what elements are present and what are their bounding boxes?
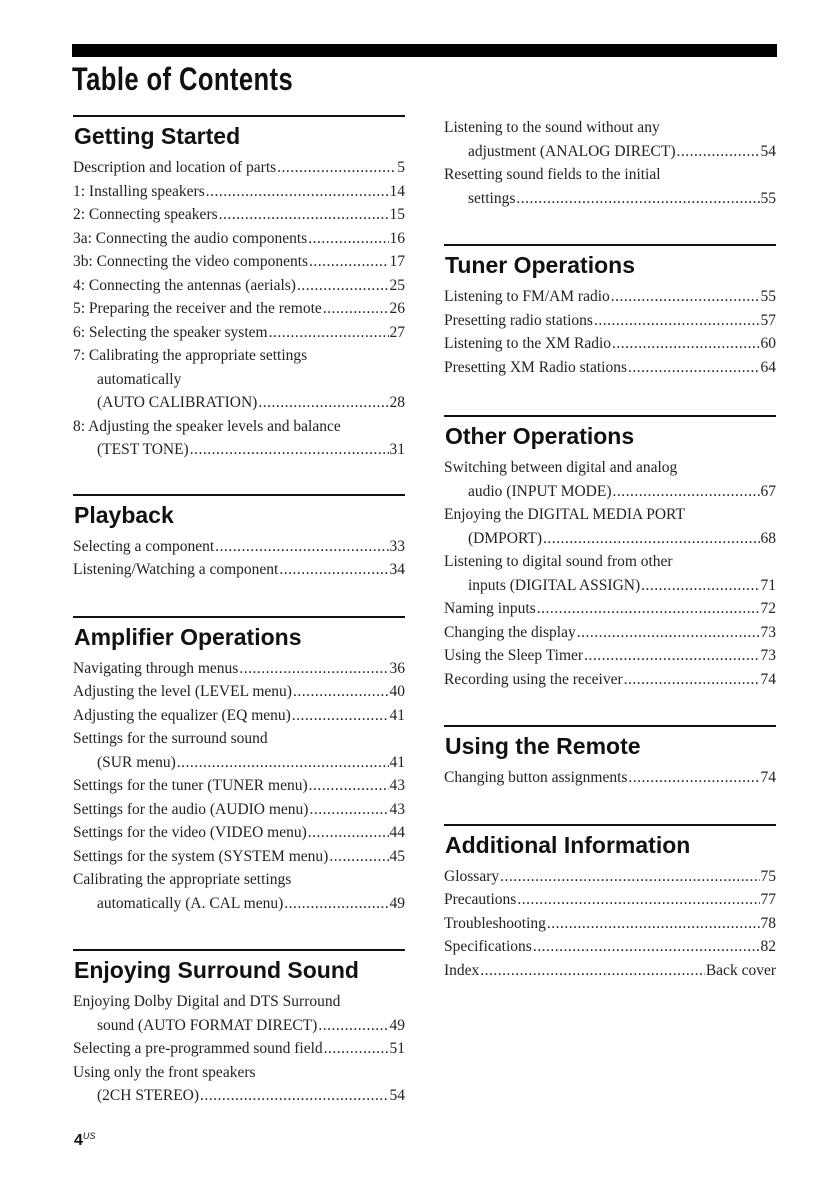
toc-entry[interactable]: [73, 821, 405, 845]
toc-entry-page: 68: [760, 529, 776, 547]
toc-entry-text: Listening/Watching a component: [73, 561, 279, 578]
section-enjoying-surround-sound: [73, 949, 405, 1108]
dot-leader: [543, 527, 760, 551]
dot-leader: [293, 680, 389, 704]
toc-entry[interactable]: [73, 227, 405, 251]
toc-entry-page: 14: [389, 182, 405, 200]
toc-entry-page: 43: [389, 777, 405, 794]
section-playback: [73, 494, 405, 582]
section-tuner-operations: [444, 244, 776, 379]
page-number-suffix: US: [82, 1131, 96, 1141]
dot-leader: [200, 1084, 388, 1108]
section-rule: [73, 616, 405, 618]
toc-entry-text: (TEST TONE): [97, 441, 189, 458]
toc-entry-line: [444, 140, 776, 164]
toc-entry-line: [444, 621, 776, 645]
toc-entry-text: Selecting a pre-programmed sound field: [73, 1040, 323, 1057]
toc-entry-line: [444, 935, 776, 959]
toc-entry-page: 73: [760, 623, 776, 641]
toc-entry[interactable]: [444, 644, 776, 668]
toc-entry-text: Settings for the surround sound: [73, 730, 268, 747]
toc-entry-text: Switching between digital and analog: [444, 459, 678, 476]
toc-entry[interactable]: [73, 274, 405, 298]
toc-entry-text: Settings for the audio (AUDIO menu): [73, 800, 309, 818]
toc-entry-text: Troubleshooting: [444, 914, 546, 932]
dot-leader: [584, 644, 759, 668]
toc-entry-page: 31: [389, 441, 405, 458]
toc-entry-page: 71: [760, 576, 776, 594]
toc-entry-page: 44: [389, 824, 405, 841]
toc-entry-line: [73, 368, 405, 392]
dot-leader: [480, 959, 705, 983]
dot-leader: [547, 912, 760, 936]
dot-leader: [309, 250, 388, 274]
section-title: Getting Started: [74, 123, 241, 149]
section-rule: [444, 244, 776, 246]
toc-entry-text: Settings for the system (SYSTEM menu): [73, 847, 329, 865]
toc-entry[interactable]: [444, 865, 776, 889]
dot-leader: [309, 798, 388, 822]
toc-entry-page: 28: [389, 394, 405, 411]
toc-entry-line: [444, 503, 776, 527]
toc-entry-line: [73, 180, 405, 204]
toc-entry-text: 6: Selecting the speaker system: [73, 323, 268, 341]
dot-leader: [677, 140, 760, 164]
dot-leader: [284, 892, 388, 916]
toc-entry-page: 45: [389, 847, 405, 865]
toc-entry-page: 67: [760, 482, 776, 500]
section-title: Using the Remote: [445, 733, 641, 759]
toc-entry-text: Selecting a component: [73, 537, 215, 555]
toc-entry[interactable]: [444, 503, 776, 550]
toc-entry[interactable]: [73, 415, 405, 462]
toc-entry-page: 55: [760, 189, 776, 207]
toc-entry-line: [73, 297, 405, 321]
toc-entry-line: [444, 766, 776, 790]
toc-entry[interactable]: [444, 332, 776, 356]
dot-leader: [292, 704, 389, 728]
toc-entry-text: 3a: Connecting the audio components: [73, 229, 308, 247]
toc-entry-line: [73, 680, 405, 704]
toc-entry-text: Enjoying Dolby Digital and DTS Surround: [73, 993, 341, 1010]
dot-leader: [516, 187, 759, 211]
toc-entry-page: 77: [760, 891, 776, 908]
toc-entry-line: [444, 356, 776, 380]
toc-entry-text: Adjusting the equalizer (EQ menu): [73, 706, 291, 724]
toc-entry-line: [444, 456, 776, 480]
toc-entry[interactable]: [444, 456, 776, 503]
dot-leader: [309, 774, 389, 798]
dot-leader: [611, 285, 760, 309]
toc-entry-text: 5: Preparing the receiver and the remote: [73, 300, 322, 317]
toc-entry[interactable]: [73, 868, 405, 915]
section-title: Tuner Operations: [445, 252, 635, 278]
toc-entry-line: [73, 1014, 405, 1038]
dot-leader: [624, 668, 760, 692]
toc-entry-line: [73, 751, 405, 775]
toc-column-right: [444, 115, 776, 982]
dot-leader: [269, 321, 389, 345]
section-title: Playback: [74, 501, 174, 528]
toc-entry-line: [444, 644, 776, 668]
toc-entry-line: [73, 438, 405, 462]
toc-entry-text: Using the Sleep Timer: [444, 647, 584, 664]
dot-leader: [577, 621, 760, 645]
dot-leader: [613, 480, 760, 504]
toc-entry-page: 17: [389, 253, 405, 270]
section-continued: [444, 115, 776, 210]
toc-entry[interactable]: [444, 356, 776, 380]
dot-leader: [308, 821, 389, 845]
toc-entry-page: 55: [760, 288, 776, 305]
dot-leader: [279, 558, 388, 582]
toc-entry-text: Settings for the video (VIDEO menu): [73, 824, 307, 841]
dot-leader: [537, 597, 760, 621]
dot-leader: [594, 309, 760, 333]
toc-entry-page: 74: [760, 670, 776, 688]
toc-entry-line: [73, 344, 405, 368]
toc-entry-line: [73, 274, 405, 298]
toc-entry-page: 41: [389, 706, 405, 724]
toc-entry-text: 2: Connecting speakers: [73, 206, 218, 223]
toc-entry-text: automatically: [97, 370, 182, 388]
toc-entry-text: 1: Installing speakers: [73, 182, 205, 200]
toc-entry-line: [73, 156, 405, 180]
toc-entry[interactable]: [73, 657, 405, 681]
section-title: Other Operations: [445, 423, 635, 449]
toc-entry-line: [73, 391, 405, 415]
toc-entry-text: Presetting radio stations: [444, 311, 593, 329]
toc-entry-line: [73, 558, 405, 582]
toc-entry[interactable]: [73, 297, 405, 321]
toc-entry[interactable]: [73, 250, 405, 274]
toc-entry-page: 74: [760, 769, 776, 786]
toc-entry-line: [444, 574, 776, 598]
toc-entry-page: 43: [389, 800, 405, 818]
toc-entry[interactable]: [444, 116, 776, 163]
toc-entry-line: [444, 668, 776, 692]
toc-entry-line: [73, 704, 405, 728]
toc-entry-line: [444, 480, 776, 504]
toc-entry-page: 49: [389, 894, 405, 912]
toc-entry-text: Description and location of parts: [73, 159, 277, 176]
page-title: Table of Contents: [72, 61, 294, 97]
toc-entry[interactable]: [444, 935, 776, 959]
toc-entry-line: [73, 990, 405, 1014]
toc-entry-line: [444, 309, 776, 333]
toc-entry-line: [444, 527, 776, 551]
toc-entry-text: Precautions: [444, 891, 517, 908]
dot-leader: [517, 888, 759, 912]
toc-entry-text: Glossary: [444, 867, 500, 885]
toc-entry-text: settings: [468, 189, 516, 207]
toc-entry-text: Specifications: [444, 938, 532, 955]
toc-entry-text: Navigating through menus: [73, 659, 239, 677]
section-rule: [444, 824, 776, 826]
toc-entry[interactable]: [444, 621, 776, 645]
toc-entry-line: [444, 959, 776, 983]
toc-entry-page: Back cover: [705, 961, 776, 979]
section-title: Amplifier Operations: [74, 623, 302, 650]
toc-entry[interactable]: [444, 285, 776, 309]
toc-entry[interactable]: [73, 1061, 405, 1108]
toc-entry-page: 57: [760, 311, 776, 329]
toc-entry-text: inputs (DIGITAL ASSIGN): [468, 576, 641, 594]
toc-entry-page: 16: [389, 229, 405, 247]
toc-entry-page: 72: [760, 600, 776, 617]
toc-entry-text: Presetting XM Radio stations: [444, 358, 627, 376]
toc-entry-page: 54: [760, 142, 776, 160]
toc-entry[interactable]: [444, 550, 776, 597]
toc-entry-text: adjustment (ANALOG DIRECT): [468, 142, 676, 160]
toc-entry-line: [73, 845, 405, 869]
toc-entry[interactable]: [73, 798, 405, 822]
toc-entry-page: 75: [760, 867, 776, 885]
toc-entry-line: [444, 163, 776, 187]
toc-column-left: [73, 115, 405, 1108]
toc-entry-line: [73, 657, 405, 681]
section-using-the-remote: [444, 725, 776, 790]
toc-entry-page: 60: [760, 335, 776, 352]
section-rule: [444, 725, 776, 727]
section-title: Enjoying Surround Sound: [74, 957, 359, 983]
toc-entry[interactable]: [73, 845, 405, 869]
toc-entry-page: 73: [760, 647, 776, 664]
toc-entry-line: [73, 798, 405, 822]
toc-entry-page: 41: [389, 753, 405, 771]
toc-entry-line: [73, 868, 405, 892]
toc-entry-line: [73, 821, 405, 845]
toc-entry-line: [73, 774, 405, 798]
dot-leader: [215, 535, 388, 559]
dot-leader: [206, 180, 389, 204]
toc-entry[interactable]: [73, 156, 405, 180]
toc-entry-line: [73, 535, 405, 559]
section-rule: [444, 415, 776, 417]
section-additional-information: [444, 824, 776, 983]
toc-entry[interactable]: [73, 344, 405, 415]
toc-entry[interactable]: [73, 321, 405, 345]
toc-entry-text: Listening to the XM Radio: [444, 335, 612, 352]
toc-entry-page: 78: [760, 914, 776, 932]
toc-entry[interactable]: [73, 680, 405, 704]
toc-entry-text: Enjoying the DIGITAL MEDIA PORT: [444, 506, 685, 523]
dot-leader: [277, 156, 396, 180]
toc-entry-text: sound (AUTO FORMAT DIRECT): [97, 1016, 318, 1034]
toc-entry-page: 36: [389, 659, 405, 677]
toc-entry-text: (2CH STEREO): [97, 1087, 200, 1104]
toc-entry[interactable]: [444, 597, 776, 621]
toc-entry[interactable]: [444, 766, 776, 790]
toc-entry-line: [73, 892, 405, 916]
toc-entry[interactable]: [73, 774, 405, 798]
dot-leader: [177, 751, 389, 775]
toc-entry-page: 34: [389, 561, 405, 578]
dot-leader: [628, 356, 760, 380]
toc-entry-page: 49: [389, 1016, 405, 1034]
section-other-operations: [444, 415, 776, 691]
toc-entry-page: 64: [760, 358, 776, 376]
toc-entry-page: 40: [389, 683, 405, 700]
toc-entry-line: [444, 865, 776, 889]
toc-entry[interactable]: [444, 888, 776, 912]
section-rule: [73, 115, 405, 117]
page-number-value: 4: [74, 1132, 83, 1149]
toc-entry[interactable]: [73, 180, 405, 204]
toc-entry-page: 33: [389, 537, 405, 555]
dot-leader: [324, 1037, 389, 1061]
toc-entry-line: [444, 285, 776, 309]
toc-entry-text: audio (INPUT MODE): [468, 482, 612, 500]
toc-entry-text: Changing the display: [444, 623, 576, 641]
toc-entry-line: [444, 187, 776, 211]
toc-entry-text: (DMPORT): [468, 529, 542, 547]
toc-entry-page: 54: [389, 1087, 405, 1104]
toc-entry[interactable]: [73, 704, 405, 728]
toc-entry-line: [73, 1084, 405, 1108]
toc-entry[interactable]: [73, 535, 405, 559]
toc-entry-text: automatically (A. CAL menu): [97, 894, 284, 912]
toc-entry-text: 7: Calibrating the appropriate settings: [73, 347, 308, 364]
toc-entry-line: [73, 1037, 405, 1061]
toc-entry-text: Recording using the receiver: [444, 670, 623, 688]
toc-entry-line: [444, 597, 776, 621]
page-number: [74, 1131, 95, 1150]
dot-leader: [612, 332, 759, 356]
toc-entry[interactable]: [73, 990, 405, 1037]
dot-leader: [500, 865, 759, 889]
toc-entry-line: [444, 550, 776, 574]
toc-entry-line: [444, 888, 776, 912]
toc-entry-text: Listening to the sound without any: [444, 119, 660, 136]
toc-entry-text: Adjusting the level (LEVEL menu): [73, 683, 292, 700]
toc-entry-text: Resetting sound fields to the initial: [444, 166, 661, 183]
toc-entry-text: 8: Adjusting the speaker levels and balance: [73, 417, 341, 435]
toc-entry-text: Listening to FM/AM radio: [444, 288, 610, 305]
toc-entry[interactable]: [73, 1037, 405, 1061]
toc-entry-line: [73, 1061, 405, 1085]
toc-entry-line: [73, 415, 405, 439]
toc-entry-text: 3b: Connecting the video components: [73, 253, 309, 270]
toc-entry-text: Calibrating the appropriate settings: [73, 871, 292, 888]
toc-entry-page: 27: [389, 323, 405, 341]
dot-leader: [533, 935, 760, 959]
dot-leader: [308, 227, 388, 251]
toc-entry[interactable]: [444, 959, 776, 983]
toc-entry-text: Using only the front speakers: [73, 1063, 256, 1081]
toc-entry[interactable]: [444, 309, 776, 333]
toc-entry-line: [73, 227, 405, 251]
section-rule: [73, 949, 405, 951]
section-amplifier-operations: [73, 616, 405, 916]
toc-entry[interactable]: [73, 727, 405, 774]
dot-leader: [318, 1014, 388, 1038]
toc-entry-text: Index: [444, 961, 480, 979]
toc-entry-page: 15: [389, 206, 405, 223]
section-title: Additional Information: [445, 831, 691, 858]
dot-leader: [628, 766, 759, 790]
dot-leader: [641, 574, 759, 598]
dot-leader: [323, 297, 389, 321]
toc-entry-line: [444, 912, 776, 936]
toc-entry-text: 4: Connecting the antennas (aerials): [73, 276, 296, 294]
toc-entry-line: [73, 203, 405, 227]
toc-entry-text: Naming inputs: [444, 600, 536, 617]
dot-leader: [258, 391, 388, 415]
toc-entry-line: [73, 321, 405, 345]
toc-entry-page: 82: [760, 938, 776, 955]
dot-leader: [219, 203, 389, 227]
toc-entry[interactable]: [444, 163, 776, 210]
toc-entry-page: 26: [389, 300, 405, 317]
toc-entry-line: [444, 116, 776, 140]
toc-entry[interactable]: [444, 912, 776, 936]
toc-entry-text: Changing button assignments: [444, 769, 628, 786]
toc-entry-line: [444, 332, 776, 356]
dot-leader: [297, 274, 389, 298]
section-getting-started: [73, 115, 405, 462]
toc-entry[interactable]: [73, 203, 405, 227]
toc-entry-line: [73, 727, 405, 751]
toc-entry-text: Settings for the tuner (TUNER menu): [73, 777, 308, 794]
toc-entry-line: [73, 250, 405, 274]
dot-leader: [239, 657, 388, 681]
toc-entry-text: (AUTO CALIBRATION): [97, 394, 258, 411]
toc-entry-text: Listening to digital sound from other: [444, 553, 673, 570]
toc-entry[interactable]: [444, 668, 776, 692]
toc-entry[interactable]: [73, 558, 405, 582]
toc-entry-page: 25: [389, 276, 405, 294]
toc-entry-page: 51: [389, 1040, 405, 1057]
header-rule: [72, 44, 777, 57]
toc-entry-text: (SUR menu): [97, 753, 176, 771]
dot-leader: [190, 438, 389, 462]
dot-leader: [329, 845, 388, 869]
section-rule: [73, 494, 405, 496]
toc-entry-page: 5: [397, 159, 405, 176]
